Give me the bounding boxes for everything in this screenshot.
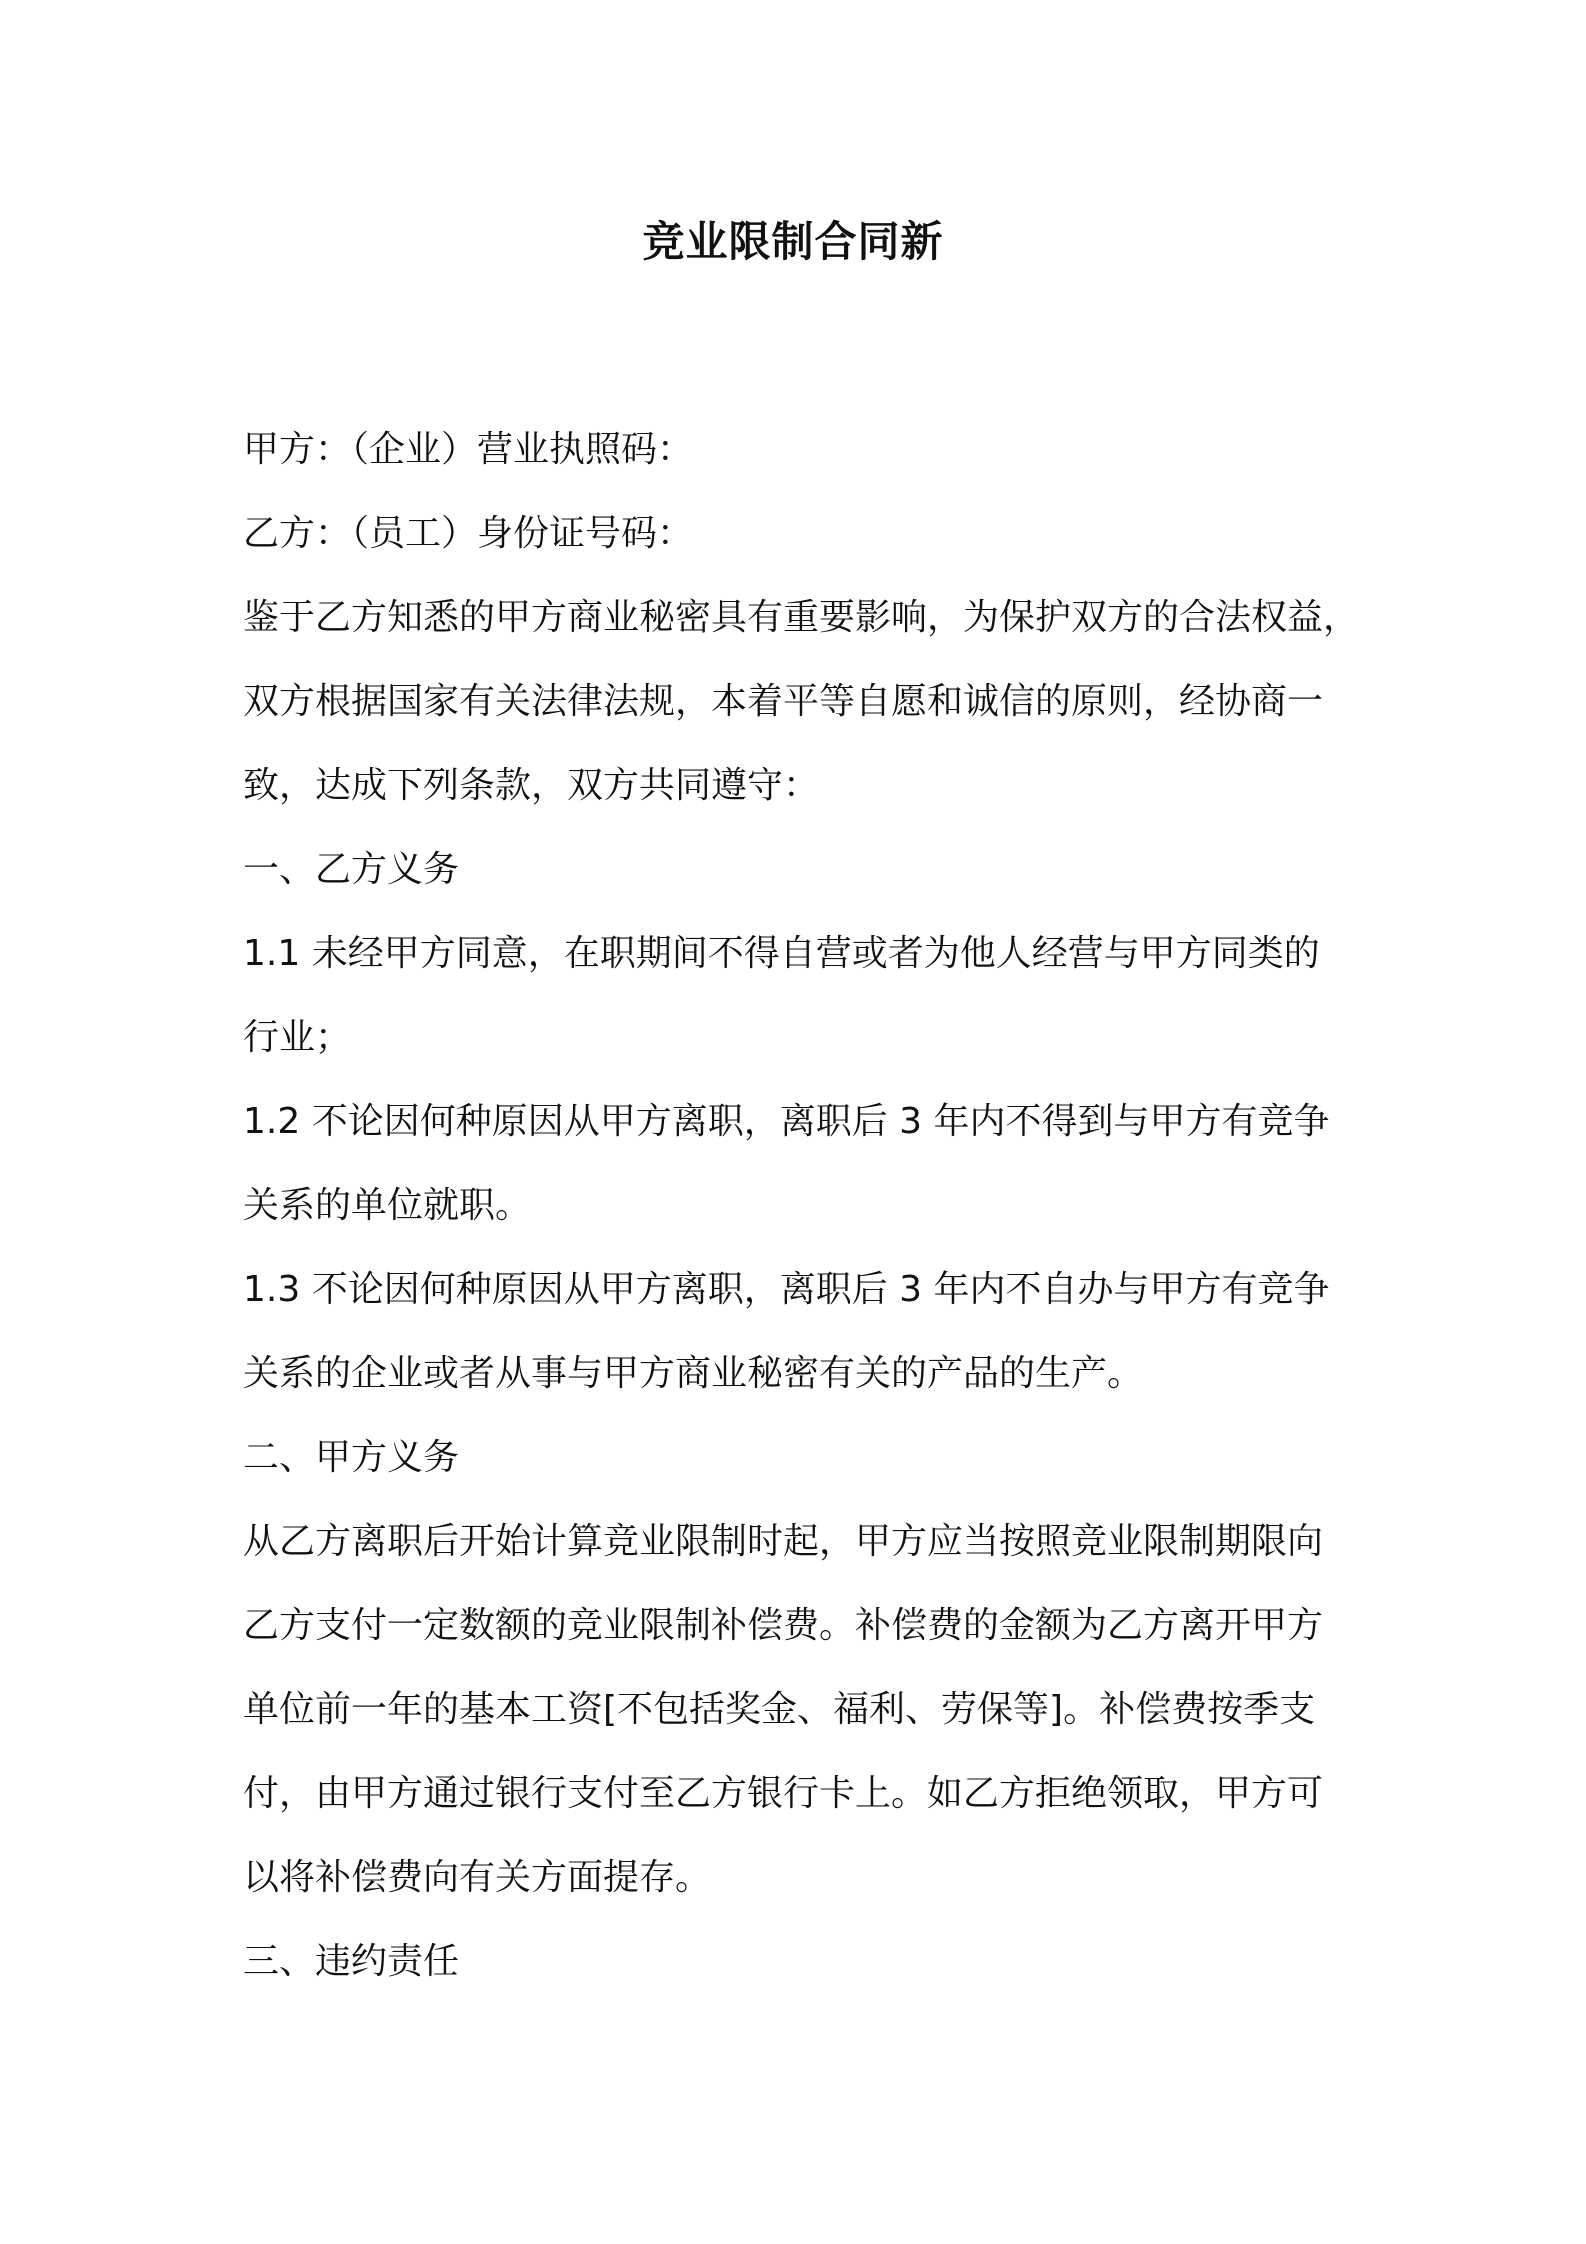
clause-1-2-line-2: 关系的单位就职。 (243, 1185, 532, 1226)
section-2-line-2: 乙方支付一定数额的竞业限制补偿费。补偿费的金额为乙方离开甲方 (243, 1605, 1324, 1646)
clause-1-1-line-2: 行业； (243, 1017, 352, 1058)
clause-1-3-line-2: 关系的企业或者从事与甲方商业秘密有关的产品的生产。 (243, 1353, 1144, 1394)
section-heading-3: 三、违约责任 (243, 1941, 460, 1982)
section-heading-1: 一、乙方义务 (243, 849, 460, 890)
section-2-line-3: 单位前一年的基本工资[不包括奖金、福利、劳保等]。补偿费按季支 (243, 1689, 1316, 1730)
section-2-line-4: 付，由甲方通过银行支付至乙方银行卡上。如乙方拒绝领取，甲方可 (243, 1773, 1324, 1814)
clause-1-3-line-1: 1.3 不论因何种原因从甲方离职，离职后 3 年内不自办与甲方有竞争 (243, 1269, 1330, 1310)
clause-1-2-line-1: 1.2 不论因何种原因从甲方离职，离职后 3 年内不得到与甲方有竞争 (243, 1101, 1330, 1142)
section-heading-2: 二、甲方义务 (243, 1437, 460, 1478)
preamble-line-1: 鉴于乙方知悉的甲方商业秘密具有重要影响，为保护双方的合法权益， (243, 597, 1360, 638)
document-body (243, 408, 1363, 2004)
party-a-line: 甲方：（企业）营业执照码： (243, 429, 694, 470)
preamble-line-2: 双方根据国家有关法律法规，本着平等自愿和诚信的原则，经协商一 (243, 681, 1324, 722)
clause-1-1-line-1: 1.1 未经甲方同意，在职期间不得自营或者为他人经营与甲方同类的 (243, 933, 1320, 974)
document-title: 竞业限制合同新 (642, 217, 944, 266)
section-2-line-5: 以将补偿费向有关方面提存。 (243, 1857, 712, 1898)
party-b-line: 乙方：（员工）身份证号码： (243, 513, 694, 554)
preamble-line-3: 致，达成下列条款，双方共同遵守： (243, 765, 820, 806)
section-2-line-1: 从乙方离职后开始计算竞业限制时起，甲方应当按照竞业限制期限向 (243, 1521, 1324, 1562)
